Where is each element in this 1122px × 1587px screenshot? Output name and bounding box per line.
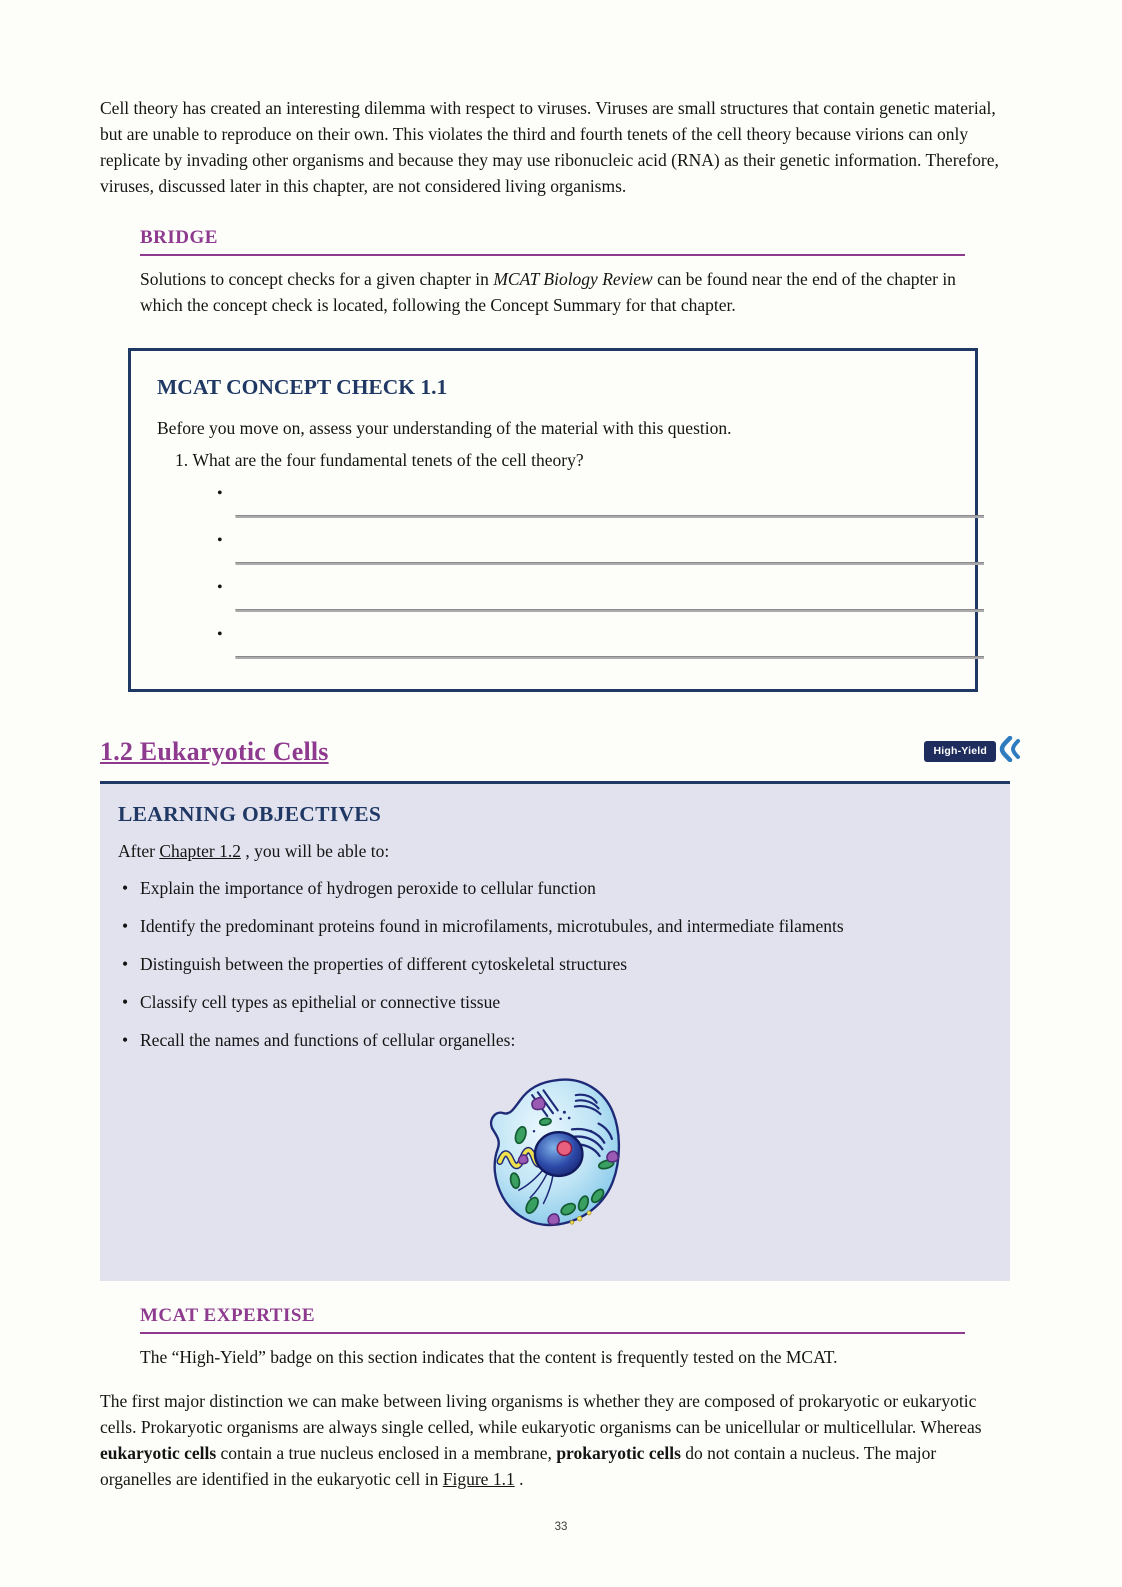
bullet-icon: •	[217, 532, 223, 549]
answer-blank-line	[235, 609, 984, 612]
high-yield-badge	[924, 736, 1020, 767]
bullet-icon: •	[217, 579, 223, 596]
concept-check-box	[128, 348, 978, 692]
objective-item: • Recall the names and functions of cellular organelles:	[118, 1028, 988, 1052]
closing-bold-eukaryotic: eukaryotic cells	[100, 1443, 217, 1463]
lo-intro-prefix: After	[118, 841, 160, 861]
bridge-section	[140, 227, 965, 318]
learning-objectives-list	[118, 876, 988, 1052]
closing-part2: contain a true nucleus enclosed in a membrane,	[216, 1443, 557, 1463]
expertise-section	[140, 1305, 965, 1370]
high-yield-badge-label: High-Yield	[924, 741, 996, 762]
objective-item: • Explain the importance of hydrogen peroxide to cellular function	[118, 876, 988, 900]
eukaryotic-cell-illustration	[118, 1074, 988, 1241]
closing-part1: The first major distinction we can make between living organisms is whether they are composed of prokaryotic or eukaryotic cells. Prokaryotic organisms are always single celled, while eukaryotic organisms can be unicellular or multicellular. Whereas	[100, 1391, 982, 1437]
bridge-body-suffix: can be found near the end of the chapter in which the concept check is located, following the Concept Summary for that chapter.	[140, 269, 956, 315]
objective-item: • Identify the predominant proteins found in microfilaments, microtubules, and intermediate filaments	[118, 914, 988, 938]
concept-check-intro: Before you move on, assess your understanding of the material with this question.	[157, 418, 732, 438]
bridge-body-prefix: Solutions to concept checks for a given chapter in	[140, 269, 494, 289]
answer-row	[217, 534, 951, 565]
bridge-body	[140, 266, 965, 318]
objective-item: • Classify cell types as epithelial or connective tissue	[118, 990, 988, 1014]
double-chevron-left-icon	[998, 736, 1020, 767]
question-text: What are the four fundamental tenets of the cell theory?	[192, 450, 584, 470]
objective-item: • Distinguish between the properties of different cytoskeletal structures	[118, 952, 988, 976]
answer-blank-line	[235, 656, 984, 659]
expertise-body: The “High-Yield” badge on this section indicates that the content is frequently tested on the MCAT.	[140, 1347, 838, 1367]
bullet-icon: •	[217, 485, 223, 502]
page-number: 33	[554, 1521, 568, 1533]
answer-row	[217, 581, 951, 612]
concept-check-title: MCAT CONCEPT CHECK 1.1	[157, 375, 448, 399]
answer-row	[217, 487, 951, 518]
expertise-title: MCAT EXPERTISE	[140, 1305, 965, 1334]
answer-blank-line	[235, 562, 984, 565]
answer-blank-line	[235, 515, 984, 518]
learning-objectives-panel	[100, 781, 1010, 1281]
closing-bold-prokaryotic: prokaryotic cells	[556, 1443, 681, 1463]
section-heading-row	[100, 736, 1022, 767]
answer-row	[217, 628, 951, 659]
book-title: MCAT Biology Review	[493, 269, 653, 289]
section-title: 1.2 Eukaryotic Cells	[100, 736, 329, 766]
learning-objectives-intro	[118, 841, 988, 862]
intro-paragraph: Cell theory has created an interesting dilemma with respect to viruses. Viruses are small structures that contain genetic material, but are unable to reproduce on their own. This violates the third and fourth tenets of the cell theory because virions can only replicate by invading other organisms and because they may use ribonucleic acid (RNA) as their genetic information. Therefore, viruses, discussed later in this chapter, are not considered living organisms.	[100, 98, 999, 196]
bridge-title: BRIDGE	[140, 227, 965, 256]
learning-objectives-title: LEARNING OBJECTIVES	[118, 802, 382, 826]
closing-paragraph	[100, 1388, 1010, 1492]
concept-check-question	[175, 450, 951, 471]
bullet-icon: •	[217, 626, 223, 643]
question-number: 1.	[175, 450, 189, 470]
closing-part4: .	[514, 1469, 524, 1489]
figure-link[interactable]: Figure 1.1	[442, 1469, 515, 1489]
chapter-link[interactable]: Chapter 1.2	[159, 841, 241, 861]
lo-intro-suffix: , you will be able to:	[240, 841, 390, 861]
closing-part3: do not contain a nucleus. The major organelles are identified in the eukaryotic cell in	[100, 1443, 937, 1489]
